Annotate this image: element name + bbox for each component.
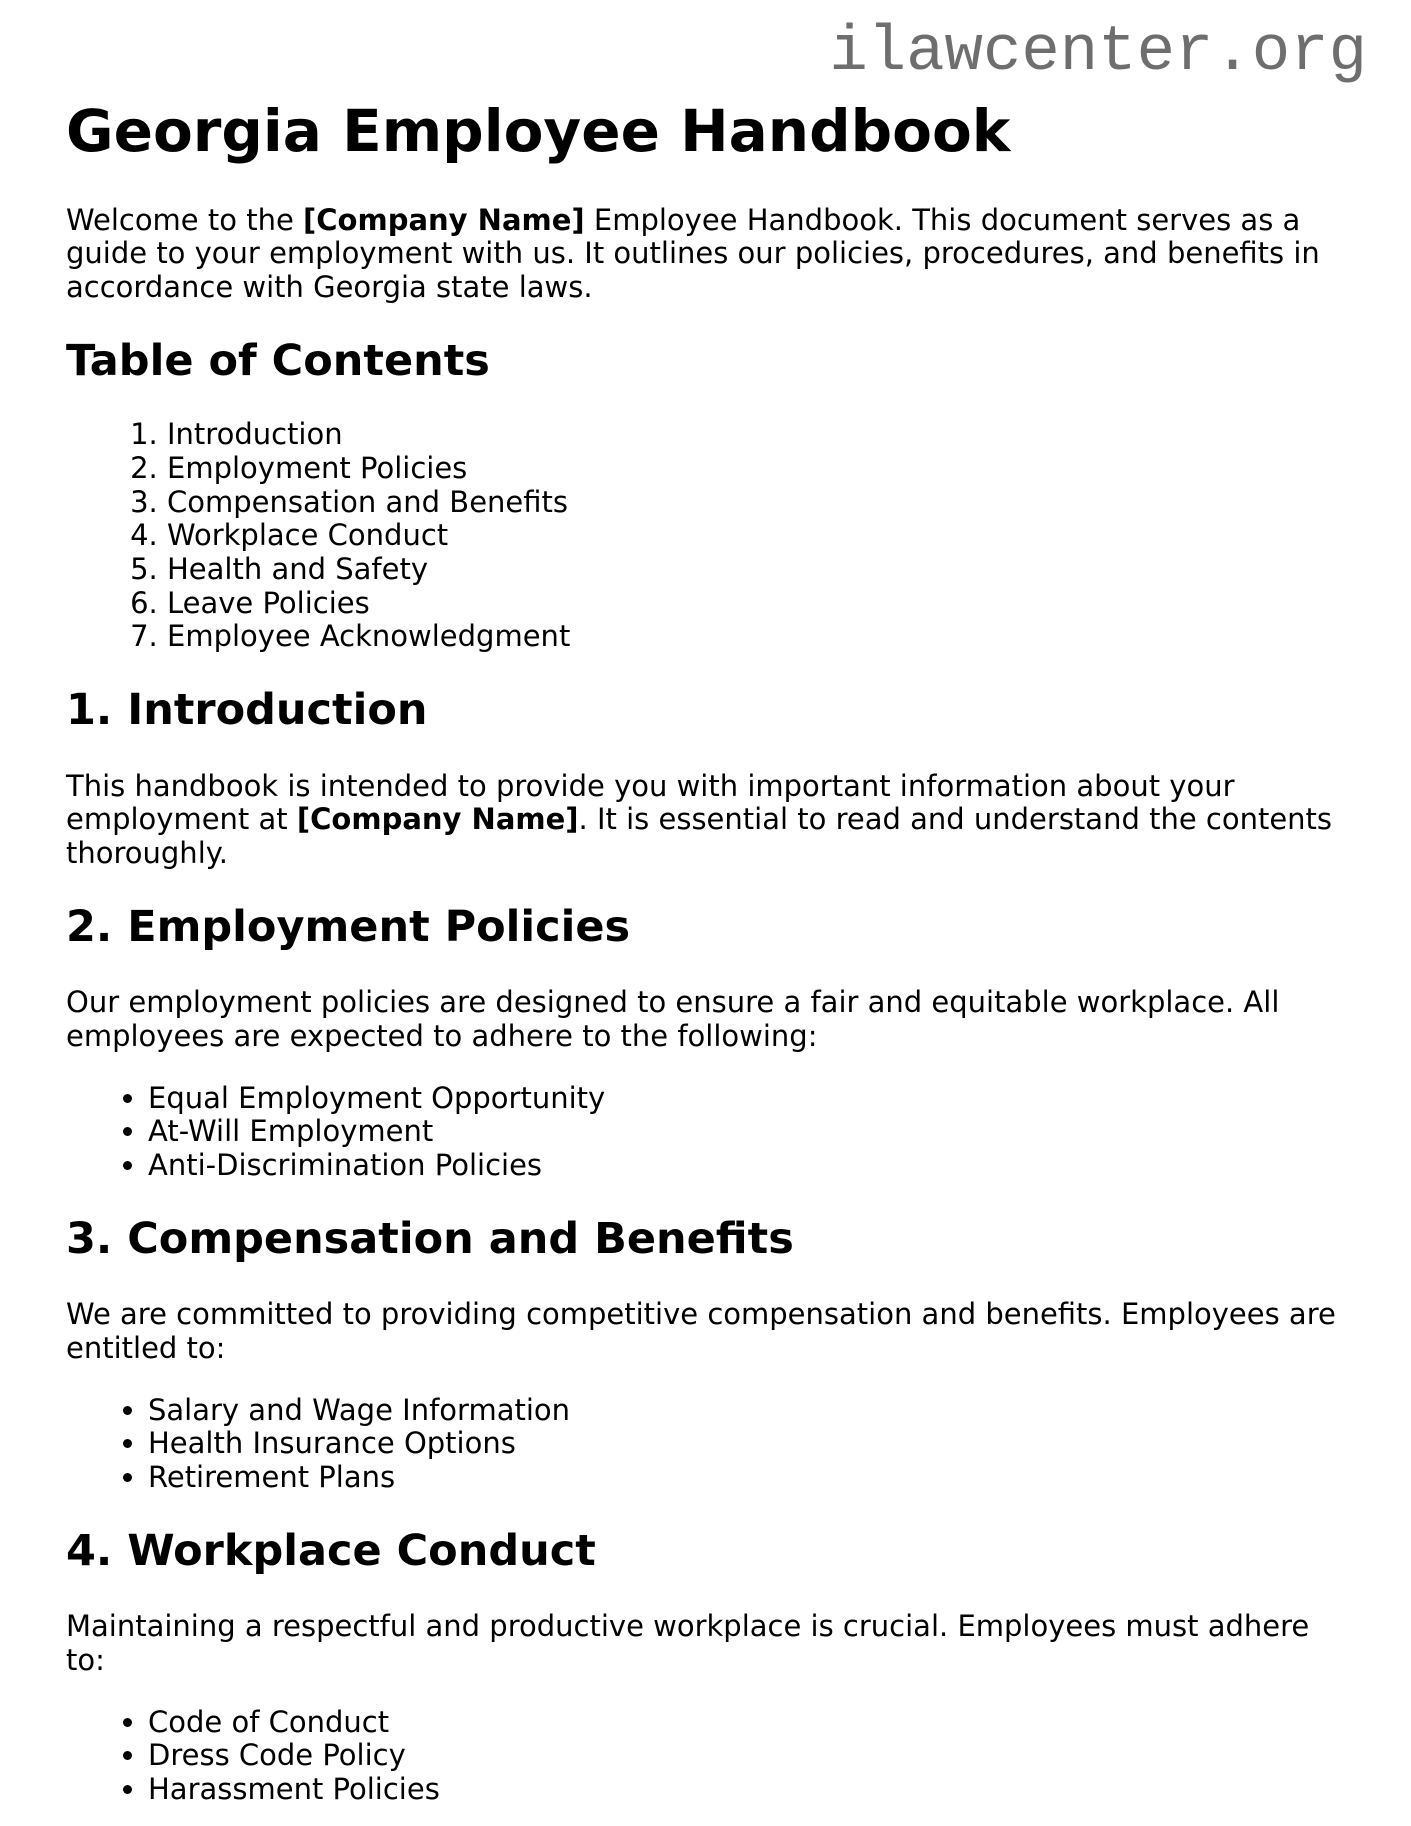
- bullet-item: • Harassment Policies: [148, 1773, 1345, 1807]
- section-1-text-pre: This handbook is intended to provide you with important information about your employment at: [66, 768, 1235, 837]
- bullet-item: • Code of Conduct: [148, 1706, 1345, 1740]
- bullet-item: • Retirement Plans: [148, 1461, 1345, 1495]
- intro-text-post: Employee Handbook. This document serves as a guide to your employment with us. It outlines our policies, procedures, and benefits in accordance with Georgia state laws.: [66, 202, 1320, 304]
- company-name-placeholder: [Company Name]: [296, 802, 579, 837]
- toc-item-introduction: 1. Introduction: [167, 418, 1345, 452]
- bullet-item: • Dress Code Policy: [148, 1739, 1345, 1773]
- section-1-paragraph: [66, 770, 1345, 871]
- section-3-paragraph: We are committed to providing competitive compensation and benefits. Employees are entitled to:: [66, 1297, 1336, 1366]
- toc-list: [66, 418, 1345, 653]
- section-4-paragraph: Maintaining a respectful and productive workplace is crucial. Employees must adhere to:: [66, 1609, 1310, 1678]
- bullet-item: • Equal Employment Opportunity: [148, 1082, 1345, 1116]
- bullet-item: • At-Will Employment: [148, 1115, 1345, 1149]
- toc-item-leave-policies: 6. Leave Policies: [167, 587, 1345, 621]
- toc-heading: Table of Contents: [66, 335, 490, 386]
- toc-item-employee-acknowledgment: 7. Employee Acknowledgment: [167, 620, 1345, 654]
- document-title: Georgia Employee Handbook: [66, 97, 1011, 166]
- section-4-heading: 4. Workplace Conduct: [66, 1525, 596, 1576]
- section-2-heading: 2. Employment Policies: [66, 901, 631, 952]
- bullet-item: • Salary and Wage Information: [148, 1394, 1345, 1428]
- toc-item-compensation-and-benefits: 3. Compensation and Benefits: [167, 486, 1345, 520]
- section-4-bullet-list: [66, 1706, 1345, 1807]
- section-1-text-post: . It is essential to read and understand the contents thoroughly.: [66, 802, 1333, 870]
- intro-text-pre: Welcome to the: [66, 202, 304, 237]
- site-watermark: ilawcenter.org: [829, 17, 1367, 89]
- bullet-item: • Anti-Discrimination Policies: [148, 1149, 1345, 1183]
- intro-paragraph: [66, 204, 1345, 305]
- section-2-paragraph: Our employment policies are designed to ensure a fair and equitable workplace. All employees are expected to adhere to the following:: [66, 985, 1280, 1054]
- section-3-bullet-list: [66, 1394, 1345, 1495]
- section-1-heading: 1. Introduction: [66, 684, 428, 735]
- company-name-placeholder: [Company Name]: [303, 202, 585, 237]
- bullet-item: • Health Insurance Options: [148, 1427, 1345, 1461]
- toc-item-health-and-safety: 5. Health and Safety: [167, 553, 1345, 587]
- section-2-bullet-list: [66, 1082, 1345, 1183]
- toc-item-employment-policies: 2. Employment Policies: [167, 452, 1345, 486]
- toc-item-workplace-conduct: 4. Workplace Conduct: [167, 519, 1345, 553]
- section-3-heading: 3. Compensation and Benefits: [66, 1213, 794, 1264]
